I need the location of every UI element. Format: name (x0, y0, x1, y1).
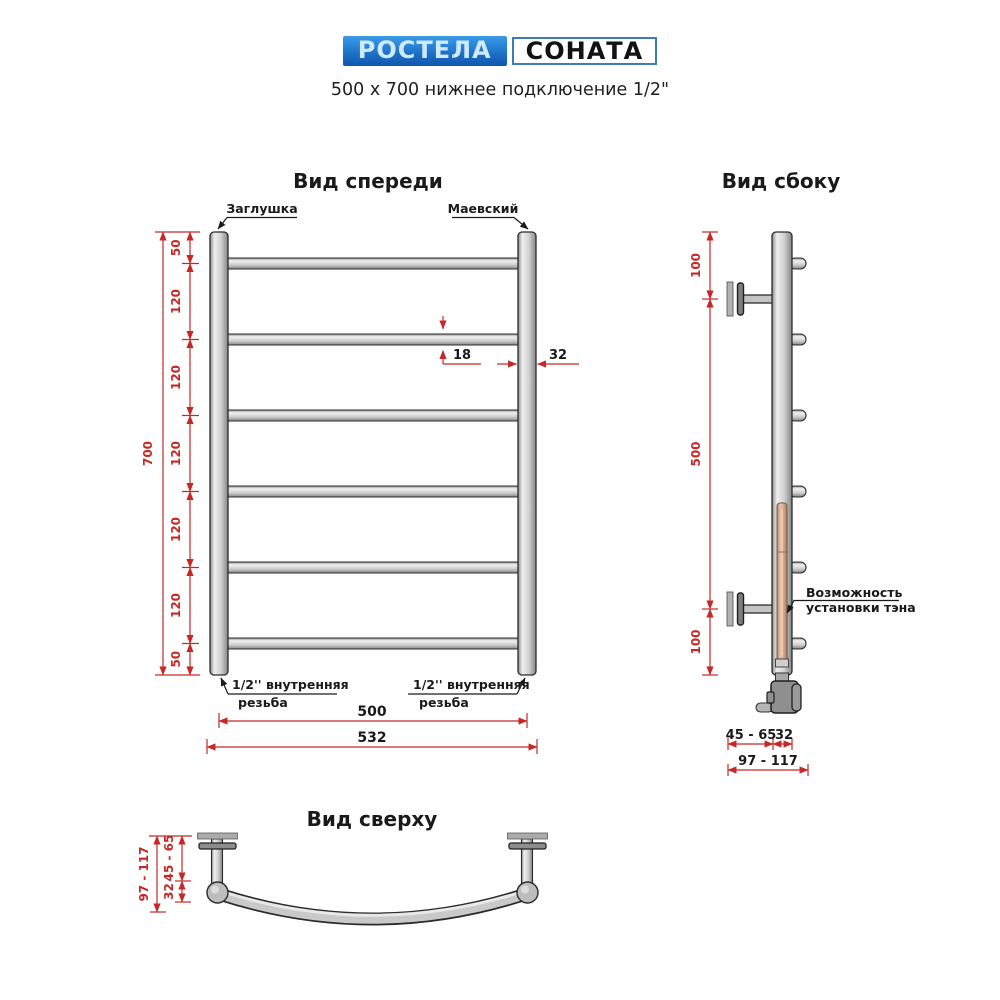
dim-overall-depth: 97 - 117 (738, 754, 798, 769)
dim-seg-2: 120 (169, 288, 183, 315)
thread-callout-right (408, 677, 530, 710)
plug-callout (218, 201, 298, 229)
model-subtitle: 500 x 700 нижнее подключение 1/2" (330, 80, 670, 100)
dim-seg-5: 120 (169, 516, 183, 543)
bar-3 (219, 410, 527, 421)
bar-6 (219, 638, 527, 649)
heater-label-line2: установки тэна (806, 600, 916, 615)
elbow-notch (767, 692, 774, 703)
front-view (141, 169, 579, 754)
plug-label: Заглушка (226, 201, 298, 216)
side-view (689, 169, 916, 776)
bracket-arm (740, 605, 773, 613)
dim-seg-3: 120 (169, 364, 183, 391)
dim-side-top: 100 (689, 252, 703, 279)
wall-plate (508, 833, 548, 839)
elbow-bulge (792, 684, 801, 711)
air-valve-label: Маевский (447, 201, 519, 216)
thread-left-line1: 1/2'' внутренняя (232, 677, 349, 692)
top-view (137, 807, 548, 919)
front-width-dimensions (207, 704, 537, 754)
thread-callout-left (221, 677, 349, 710)
elbow-connector (756, 673, 801, 713)
front-view-title: Вид спереди (293, 169, 443, 193)
dim-seg-6: 120 (169, 592, 183, 619)
dim-width-overall: 532 (357, 730, 387, 746)
right-collector-tube (518, 232, 536, 675)
dim-tube-diameter-side: 32 (774, 728, 794, 743)
side-view-title: Вид сбоку (721, 169, 841, 193)
bar-5 (219, 562, 527, 573)
dim-width-centers: 500 (357, 704, 387, 720)
brand-logo: РОСТЕЛА (343, 36, 507, 66)
dim-tube-diameter: 32 (548, 348, 568, 363)
dim-top-overall: 97 - 117 (137, 846, 151, 902)
dim-seg-4: 120 (169, 440, 183, 467)
dim-seg-1: 50 (169, 239, 183, 257)
thread-right-line2: резьба (419, 695, 469, 710)
dim-top-bracket: 45 - 65 (162, 834, 176, 882)
bar-1 (219, 258, 527, 269)
wall-bracket-top (727, 282, 773, 316)
wall-plate (198, 833, 238, 839)
bracket-flange (738, 283, 744, 315)
dim-total-height: 700 (141, 440, 155, 467)
tube-diameter-dimension (497, 348, 579, 364)
top-depth-dimensions (137, 835, 192, 912)
bracket-arm (740, 295, 773, 303)
series-logo: СОНАТА (512, 37, 658, 65)
wall-bracket-bottom (727, 592, 773, 626)
heater-cap (776, 659, 789, 667)
dim-bracket-depth: 45 - 65 (725, 728, 777, 743)
dim-side-middle: 500 (689, 441, 703, 467)
bar-4 (219, 486, 527, 497)
left-collector-tube (210, 232, 228, 675)
side-height-dimensions (689, 232, 718, 675)
front-bars (219, 258, 527, 649)
heater-cavity (776, 503, 789, 667)
heater-label-line1: Возможность (806, 585, 903, 600)
dim-seg-7: 50 (169, 650, 183, 668)
bracket-flange (738, 593, 744, 625)
heater-callout (787, 585, 916, 615)
dim-bar-diameter: 18 (452, 348, 472, 363)
front-height-dimensions (141, 232, 200, 675)
dim-side-bottom: 100 (689, 629, 703, 655)
wall-plate (727, 282, 733, 316)
air-valve-callout (448, 201, 528, 229)
thread-left-line2: резьба (238, 695, 288, 710)
bar-2 (219, 334, 527, 345)
dim-top-tube: 32 (162, 883, 176, 900)
bracket-flange (199, 843, 236, 849)
bracket-flange (509, 843, 546, 849)
thread-right-line1: 1/2'' внутренняя (413, 677, 530, 692)
top-view-title: Вид сверху (306, 807, 438, 831)
side-depth-dimensions (726, 728, 808, 776)
top-curved-bar (219, 892, 526, 920)
wall-plate (727, 592, 733, 626)
